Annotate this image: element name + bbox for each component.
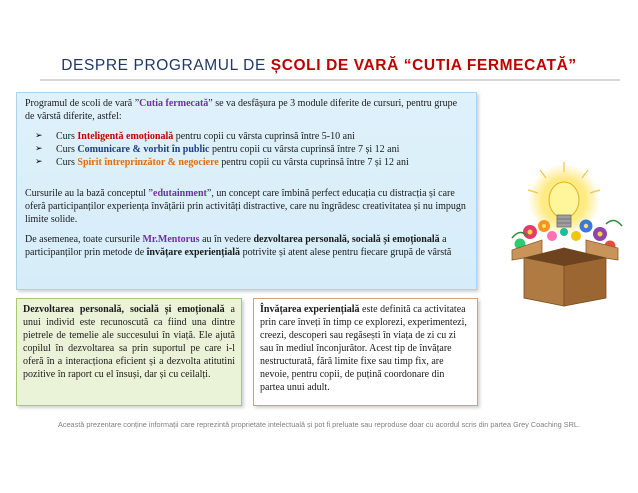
mentorus-bold-2: învățare experiențială [146,247,241,258]
edutainment-term: edutainment [153,188,207,199]
page-title-prefix: DESPRE PROGRAMUL DE [61,57,271,74]
course-name: Comunicare & vorbit în public [77,144,210,155]
courses-list [35,130,468,169]
arrow-bullet-icon: ➢ [35,131,43,141]
mentorus-text-1: De asemenea, toate cursurile [25,234,143,245]
concept-text-2: ”, un concept care îmbină perfect educația cu distracția și care oferă participanților experiența învățării prin activități distractive, care nu îngrădesc creativitatea și nu impugn limite solide. [25,188,466,225]
course-prefix: Curs [56,157,78,168]
concept-paragraph [25,187,468,226]
program-name: Cutia fermecată [139,98,209,109]
page-title [0,57,638,75]
course-suffix: pentru copii cu vârsta cuprinsă între 5-10 ani [173,131,355,142]
experiential-learning-heading: Învățarea experiențială [260,304,360,315]
mentorus-bold-1: dezvoltarea personală, socială și emoțională [253,234,440,245]
intro-paragraph [25,97,468,123]
list-item [35,130,468,143]
personal-development-heading: Dezvoltarea personală, socială și emoțională [23,304,225,315]
copyright-footer: Această prezentare conține informații care reprezintă proprietate intelectuală și pot fi preluate sau reproduse doar cu acordul scris din partea Grey Coaching SRL. [57,420,580,429]
course-suffix: pentru copii cu vârsta cuprinsă între 7 și 12 ani [209,144,400,155]
arrow-bullet-icon: ➢ [35,144,43,154]
list-item [35,156,468,169]
program-description-box [16,92,477,290]
mentorus-text-2: au în vedere [199,234,254,245]
intro-text-1: Programul de scoli de vară ” [25,98,140,109]
mentorus-brand: Mr.Mentorus [142,234,200,245]
course-name: Inteligentă emoțională [77,131,174,142]
experiential-learning-text: este definită ca activitatea prin care înveți în timp ce explorezi, experimentezi, creezi, descoperi sau regăsești în viața de zi cu zi sau în mediul înconjurător. Acest tip de învățare nestructurată, fără limite fixe sau timp fix, are nevoie, pentru copii, de puțină coordonare din partea unui adult. [260,304,467,393]
intro-text-2: ” se va desfășura pe 3 module diferite de cursuri, pentru grupe de vârstă diferite, astfel: [25,98,458,122]
personal-development-text: a unui individ este recunoscută ca fiind una dintre pietrele de temelie ale succesului în viață. Ele ajută copilul în dezvoltarea sa prin suportul pe care i-l oferă în a interacționa eficient și a dezvolta atitutini pozitive în raport cu el însuși, dar și cu ceilalți. [23,304,235,380]
page-title-highlight: ȘCOLI DE VARĂ “CUTIA FERMECATĂ” [270,57,577,74]
course-name: Spirit întreprinzător & negociere [77,157,219,168]
course-prefix: Curs [56,144,78,155]
mentorus-text-3: a participanților prin metode de [25,234,447,258]
course-prefix: Curs [56,131,78,142]
title-divider [40,79,620,81]
mentorus-text-4: potrivite și atent alese pentru fiecare grupă de vârstă [240,247,452,258]
personal-development-box [16,298,242,406]
course-suffix: pentru copii cu vârsta cuprinsă între 7 și 12 ani [218,157,409,168]
magic-box-lightbulb-icon [482,160,632,310]
concept-text-1: Cursurile au la bază conceptul ” [25,188,153,199]
experiential-learning-box [253,298,478,406]
mentorus-paragraph [25,233,468,259]
list-item [35,143,468,156]
arrow-bullet-icon: ➢ [35,157,43,167]
